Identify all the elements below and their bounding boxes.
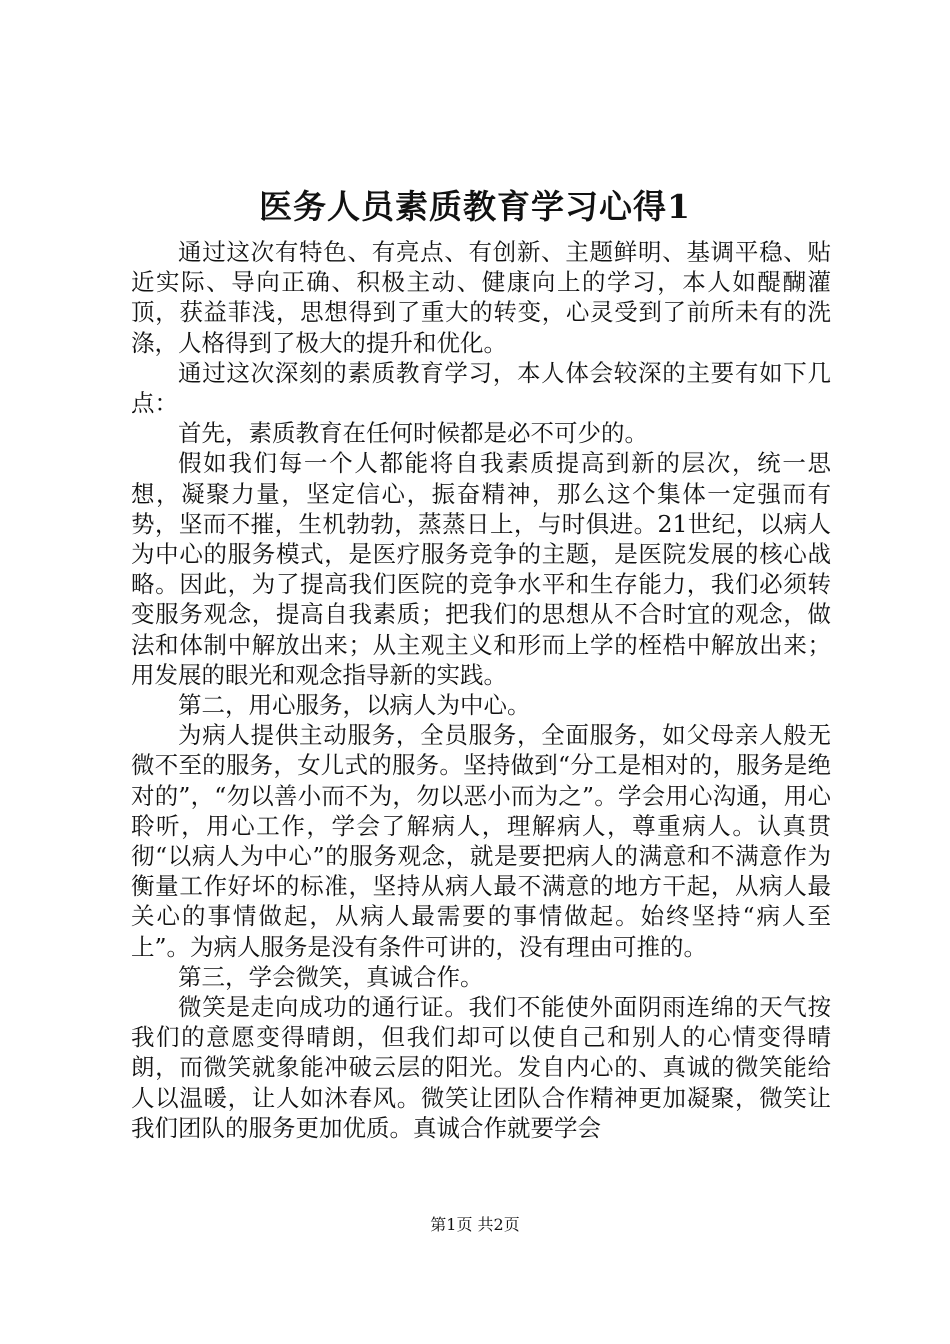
paragraph: 为病人提供主动服务，全员服务，全面服务，如父母亲人般无微不至的服务，女儿式的服务。坚持做到“分工是相对的，服务是绝对的”，“勿以善小而不为，勿以恶小而为之”。学会用心沟通，用心聆听，用心工作，学会了解病人，理解病人，尊重病人。认真贯彻“以病人为中心”的服务观念，就是要把病人的满意和不满意作为衡量工作好坏的标准，坚持从病人最不满意的地方干起，从病人最关心的事情做起，从病人最需要的事情做起。始终坚持“病人至上”。为病人服务是没有条件可讲的，没有理由可推的。 [131, 721, 831, 961]
page-number-footer: 第1页 共2页 [430, 1215, 520, 1234]
paragraph: 微笑是走向成功的通行证。我们不能使外面阴雨连绵的天气按我们的意愿变得晴朗，但我们却可以使自己和别人的心情变得晴朗，而微笑就象能冲破云层的阳光。发自内心的、真诚的微笑能给人以温暖，让人如沐春风。微笑让团队合作精神更加凝聚，微笑让我们团队的服务更加优质。真诚合作就要学会 [131, 993, 831, 1142]
paragraph: 首先，素质教育在任何时候都是必不可少的。 [178, 419, 648, 448]
paragraph: 第三，学会微笑，真诚合作。 [178, 962, 484, 991]
paragraph: 假如我们每一个人都能将自我素质提高到新的层次，统一思想，凝聚力量，坚定信心，振奋精神，那么这个集体一定强而有势，坚而不摧，生机勃勃，蒸蒸日上，与时俱进。21世纪，以病人为中心的服务模式，是医疗服务竞争的主题，是医院发展的核心战略。因此，为了提高我们医院的竞争水平和生存能力，我们必须转变服务观念，提高自我素质；把我们的思想从不合时宜的观念，做法和体制中解放出来；从主观主义和形而上学的桎梏中解放出来；用发展的眼光和观念指导新的实践。 [131, 449, 831, 689]
paragraph: 通过这次有特色、有亮点、有创新、主题鲜明、基调平稳、贴近实际、导向正确、积极主动、健康向上的学习，本人如醍醐灌顶，获益菲浅，思想得到了重大的转变，心灵受到了前所未有的洗涤，人格得到了极大的提升和优化。 [131, 238, 831, 357]
document-body [131, 237, 831, 1143]
document-title: 医务人员素质教育学习心得1 [259, 187, 691, 226]
paragraph: 第二，用心服务，以病人为中心。 [178, 691, 531, 720]
paragraph: 通过这次深刻的素质教育学习，本人体会较深的主要有如下几点： [131, 358, 831, 418]
